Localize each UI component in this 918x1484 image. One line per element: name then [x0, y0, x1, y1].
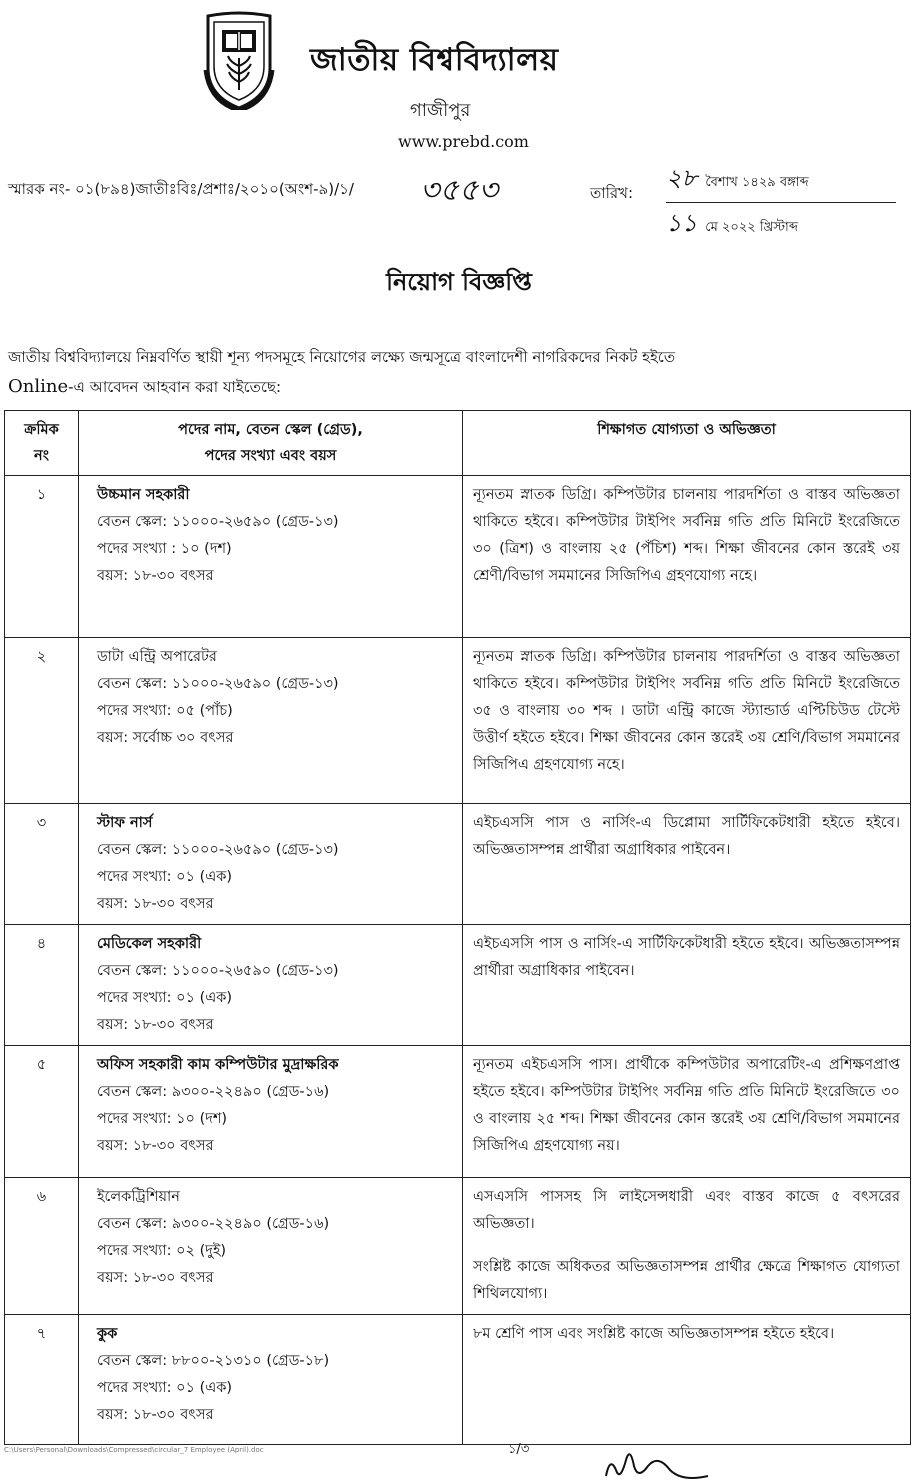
post-age: বয়স: ১৮-৩০ বৎসর: [97, 1407, 214, 1423]
date-bangla: বৈশাখ ১৪২৯ বঙ্গাব্দ: [705, 175, 809, 190]
university-emblem-icon: [200, 10, 278, 110]
post-count: পদের সংখ্যা: ০২ (দুই): [97, 1243, 227, 1259]
qualification-text: এসএসসি পাসসহ সি লাইসেন্সধারী এবং বাস্তব কাজে ৫ বৎসরের অভিজ্ঞতা।: [473, 1189, 900, 1232]
row-qualification: [463, 804, 911, 925]
row-post: [79, 1315, 463, 1445]
page-title: নিয়োগ বিজ্ঞপ্তি: [386, 268, 532, 296]
row-post: [79, 638, 463, 804]
file-path: C:\Users\Personal\Downloads\Compressed\circular_7 Employee (April).doc: [4, 1446, 264, 1454]
post-count: পদের সংখ্যা: ০১ (এক): [97, 1380, 233, 1396]
row-serial: ২: [5, 638, 79, 804]
website-url[interactable]: www.prebd.com: [398, 132, 529, 151]
row-post: [79, 476, 463, 638]
date-bangla-line: [666, 160, 896, 200]
row-serial: ৭: [5, 1315, 79, 1445]
row-serial: ৬: [5, 1178, 79, 1315]
date-gregorian-day: ১১: [666, 209, 698, 237]
memo-number: ৩৫৫৩: [420, 173, 498, 208]
post-pay-scale: বেতন স্কেল: ৯৩০০-২২৪৯০ (গ্রেড-১৬): [97, 1216, 330, 1232]
header-serial: ক্রমিক নং: [5, 411, 79, 476]
post-age: বয়স: ১৮-৩০ বৎসর: [97, 568, 214, 584]
post-title: কুক: [97, 1326, 118, 1342]
row-qualification: [463, 638, 911, 804]
table-row: [5, 925, 911, 1046]
qualification-text: ন্যূনতম স্নাতক ডিগ্রি। কম্পিউটার চালনায় পারদর্শিতা ও বাস্তব অভিজ্ঞতা থাকিতে হইবে। কম্পিউটার টাইপিং সর্বনিম্ন গতি প্রতি মিনিটে ইংরেজিতে ৩৫ ও বাংলায় ৩০ শব্দ । ডাটা এন্ট্রি কাজে স্ট্যান্ডার্ড এপ্টিচিউড টেস্টে উত্তীর্ণ হইতে হইবে। শিক্ষা জীবনের কোন স্তরেই ৩য় শ্রেণি/বিভাগ সমমানের সিজিপিএ গ্রহণযোগ্য নহে।: [473, 649, 900, 773]
handwritten-signature-icon: [596, 1436, 716, 1484]
qualification-text: ন্যূনতম স্নাতক ডিগ্রি। কম্পিউটার চালনায় পারদর্শিতা ও বাস্তব অভিজ্ঞতা থাকিতে হইবে। কম্পিউটার টাইপিং সর্বনিম্ন গতি প্রতি মিনিটে ইংরেজিতে ৩০ (ত্রিশ) ও বাংলায় ২৫ (পঁচিশ) শব্দ। শিক্ষা জীবনের কোন স্তরেই ৩য় শ্রেণী/বিভাগ সমমানের সিজিপিএ গ্রহণযোগ্য নহে।: [473, 487, 900, 584]
row-qualification: [463, 476, 911, 638]
qualification-text: এইচএসসি পাস ও নার্সিং-এ ডিপ্লোমা সার্টিফিকেটধারী হইতে হইবে। অভিজ্ঞতাসম্পন্ন প্রার্থীরা অগ্রাধিকার পাইবেন।: [473, 815, 900, 858]
row-post: [79, 925, 463, 1046]
intro-text: জাতীয় বিশ্ববিদ্যালয়ে নিম্নবর্ণিত স্থায়ী শূন্য পদসমূহে নিয়োগের লক্ষ্যে জন্মসূত্রে বাংলাদেশী নাগরিকদের নিকট হইতে: [8, 348, 676, 366]
row-serial: ১: [5, 476, 79, 638]
header-qualification: শিক্ষাগত যোগ্যতা ও অভিজ্ঞতা: [463, 411, 911, 476]
row-serial: ৫: [5, 1046, 79, 1178]
post-title: মেডিকেল সহকারী: [97, 936, 202, 952]
post-count: পদের সংখ্যা: ১০ (দশ): [97, 1111, 228, 1127]
row-post: [79, 804, 463, 925]
table-row: [5, 804, 911, 925]
date-divider: [666, 202, 896, 203]
row-qualification: [463, 925, 911, 1046]
table-row: [5, 1178, 911, 1315]
post-age: বয়স: ১৮-৩০ বৎসর: [97, 1270, 214, 1286]
table-row: [5, 476, 911, 638]
university-location: গাজীপুর: [410, 100, 471, 121]
qualification-text: এইচএসসি পাস ও নার্সিং-এ সার্টিফিকেটধারী হইতে হইবে। অভিজ্ঞতাসম্পন্ন প্রার্থীরা অগ্রাধিকার পাইবেন।: [473, 936, 900, 979]
post-title: স্টাফ নার্স: [97, 815, 153, 831]
post-title: ইলেকট্রিশিয়ান: [97, 1189, 180, 1205]
intro-online: Online: [8, 376, 69, 397]
post-age: বয়স: ১৮-৩০ বৎসর: [97, 1138, 214, 1154]
qualification-text: ন্যূনতম এইচএসসি পাস। প্রার্থীকে কম্পিউটার অপারেটিং-এ প্রশিক্ষণপ্রাপ্ত হইতে হইবে। কম্পিউটার টাইপিং সর্বনিম্ন গতি প্রতি মিনিটে ইংরেজিতে ৩০ ও বাংলায় ২৫ শব্দ। শিক্ষা জীবনের কোন স্তরেই ৩য় শ্রেণি/বিভাগ সমমানের সিজিপিএ গ্রহণযোগ্য নয়।: [473, 1057, 900, 1154]
date-block: [666, 160, 896, 245]
post-title: অফিস সহকারী কাম কম্পিউটার মুদ্রাক্ষরিক: [97, 1057, 339, 1073]
row-post: [79, 1046, 463, 1178]
table-row: [5, 1315, 911, 1445]
post-pay-scale: বেতন স্কেল: ১১০০০-২৬৫৯০ (গ্রেড-১৩): [97, 514, 339, 530]
qualification-text: ৮ম শ্রেণি পাস এবং সংশ্লিষ্ট কাজে অভিজ্ঞতাসম্পন্ন হইতে হইবে।: [473, 1326, 835, 1342]
university-name: জাতীয় বিশ্ববিদ্যালয়: [310, 42, 559, 78]
post-title: ডাটা এন্ট্রি অপারেটর: [97, 649, 217, 665]
table-row: [5, 638, 911, 804]
post-age: বয়স: ১৮-৩০ বৎসর: [97, 1017, 214, 1033]
intro-paragraph: [8, 342, 908, 402]
intro-text-2: -এ আবেদন আহবান করা যাইতেছে:: [68, 378, 282, 396]
row-qualification: [463, 1046, 911, 1178]
post-age: বয়স: সর্বোচ্চ ৩০ বৎসর: [97, 730, 234, 746]
row-serial: ৩: [5, 804, 79, 925]
date-gregorian-line: [666, 205, 896, 245]
row-post: [79, 1178, 463, 1315]
table-header-row: [5, 411, 911, 476]
row-serial: ৪: [5, 925, 79, 1046]
date-gregorian: মে ২০২২ খ্রিস্টাব্দ: [705, 220, 798, 235]
post-count: পদের সংখ্যা: ০৫ (পাঁচ): [97, 703, 233, 719]
post-pay-scale: বেতন স্কেল: ১১০০০-২৬৫৯০ (গ্রেড-১৩): [97, 676, 339, 692]
row-qualification: [463, 1315, 911, 1445]
post-count: পদের সংখ্যা : ১০ (দশ): [97, 541, 232, 557]
post-count: পদের সংখ্যা: ০১ (এক): [97, 990, 233, 1006]
post-count: পদের সংখ্যা: ০১ (এক): [97, 869, 233, 885]
date-bangla-day: ২৮: [666, 164, 698, 192]
posts-table: [4, 410, 911, 1445]
page-number: ১/৩: [508, 1442, 530, 1457]
memo-reference: স্মারক নং- ০১(৮৯৪)জাতীঃবিঃ/প্রশাঃ/২০১০(অংশ-৯)/১/: [8, 180, 354, 198]
table-row: [5, 1046, 911, 1178]
post-pay-scale: বেতন স্কেল: ১১০০০-২৬৫৯০ (গ্রেড-১৩): [97, 842, 339, 858]
header-post: পদের নাম, বেতন স্কেল (গ্রেড), পদের সংখ্যা এবং বয়স: [79, 411, 463, 476]
qualification-note: সংশ্লিষ্ট কাজে অধিকতর অভিজ্ঞতাসম্পন্ন প্রার্থীর ক্ষেত্রে শিক্ষাগত যোগ্যতা শিথিলযোগ্য।: [473, 1259, 900, 1302]
post-pay-scale: বেতন স্কেল: ৯৩০০-২২৪৯০ (গ্রেড-১৬): [97, 1084, 330, 1100]
date-label: তারিখ:: [590, 184, 634, 202]
post-age: বয়স: ১৮-৩০ বৎসর: [97, 896, 214, 912]
post-pay-scale: বেতন স্কেল: ৮৮০০-২১৩১০ (গ্রেড-১৮): [97, 1353, 330, 1369]
post-pay-scale: বেতন স্কেল: ১১০০০-২৬৫৯০ (গ্রেড-১৩): [97, 963, 339, 979]
post-title: উচ্চমান সহকারী: [97, 487, 190, 503]
row-qualification: [463, 1178, 911, 1315]
